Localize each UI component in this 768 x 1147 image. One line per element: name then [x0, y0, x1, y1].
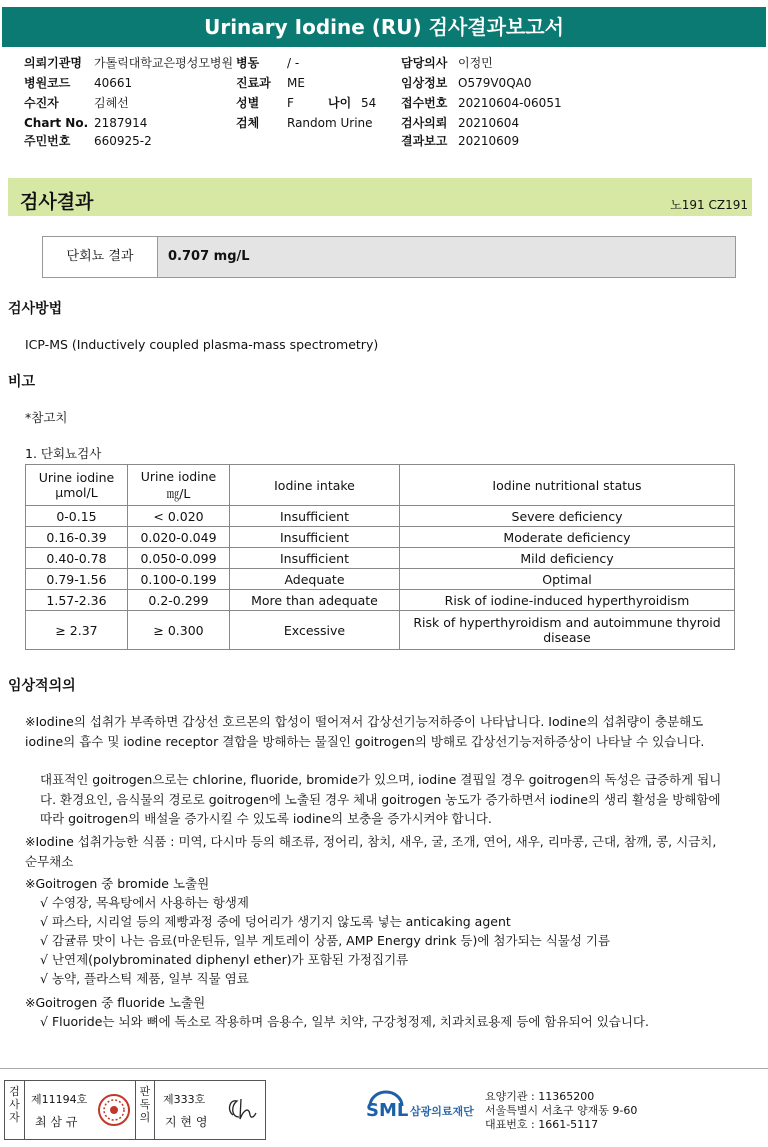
- table-cell: Excessive: [230, 611, 400, 650]
- table-cell: 0.020-0.049: [128, 527, 230, 548]
- method-heading: 검사방법: [8, 301, 63, 317]
- reviewer-label: 판독의: [135, 1081, 155, 1139]
- table-header: Iodine nutritional status: [400, 465, 735, 506]
- footer-divider: [0, 1068, 768, 1069]
- table-cell: 0.79-1.56: [26, 569, 128, 590]
- seal-icon: [97, 1091, 131, 1129]
- info-label: 결과보고: [401, 134, 448, 148]
- examiner-label: 검사자: [5, 1081, 25, 1139]
- table-cell: 0.2-0.299: [128, 590, 230, 611]
- info-value: 40661: [94, 76, 133, 90]
- info-label: 접수번호: [401, 96, 448, 110]
- bromide-item: √ 수영장, 목욕탕에서 사용하는 항생제: [40, 895, 249, 910]
- clinical-paragraph: 대표적인 goitrogen으로는 chlorine, fluoride, bromide가 있으며, iodine 결핍일 경우 goitrogen의 독성은 급증하게 됩니다. 환경요인, 음식물의 경로로 goitrogen에 노출된 경우 체내 goitrogen 농도가 증가하면서 iodine의 생리 활성을 방해함에 따라 goitrogen의 배설을 증가시킬 수 있도록 iodine의 보충을 증가시켜야 합니다.: [40, 772, 722, 826]
- table-cell: Severe deficiency: [400, 506, 735, 527]
- table-cell: 1.57-2.36: [26, 590, 128, 611]
- report-title: Urinary Iodine (RU) 검사결과보고서: [2, 7, 766, 47]
- info-value: 54: [361, 96, 377, 110]
- table-row: [26, 569, 735, 590]
- table-header: Iodine intake: [230, 465, 400, 506]
- org-address: 서울특별시 서초구 양재동 9-60: [485, 1104, 638, 1117]
- info-value: ME: [287, 76, 305, 90]
- info-value: O579V0QA0: [458, 76, 532, 90]
- table-header-row: [26, 465, 735, 506]
- org-name: 삼광의료재단: [410, 1105, 474, 1118]
- signature-box: [4, 1080, 266, 1140]
- info-value: 20210609: [458, 134, 520, 148]
- table-cell: 0.050-0.099: [128, 548, 230, 569]
- table-cell: ≥ 0.300: [128, 611, 230, 650]
- table-cell: Optimal: [400, 569, 735, 590]
- sml-logo-text: SML: [366, 1100, 409, 1121]
- info-label: 검체: [236, 116, 260, 130]
- result-heading: 검사결과: [20, 191, 94, 213]
- bromide-item: √ 농약, 플라스틱 제품, 일부 직물 염료: [40, 971, 249, 986]
- info-label: 성별: [236, 96, 260, 110]
- method-text: ICP-MS (Inductively coupled plasma-mass spectrometry): [25, 337, 379, 352]
- table-cell: Adequate: [230, 569, 400, 590]
- info-value: F: [287, 96, 294, 110]
- table-cell: Moderate deficiency: [400, 527, 735, 548]
- reviewer-name: 지 현 영: [165, 1115, 208, 1129]
- table-row: [26, 590, 735, 611]
- table-cell: 0.40-0.78: [26, 548, 128, 569]
- table-cell: 0-0.15: [26, 506, 128, 527]
- bromide-item: √ 난연제(polybrominated diphenyl ether)가 포함된 가정집기류: [40, 952, 409, 967]
- table-row: [26, 527, 735, 548]
- table-header: Urine iodine μmol/L: [26, 465, 128, 506]
- info-value: 가톨릭대학교은평성모병원: [94, 56, 234, 70]
- table-cell: Insufficient: [230, 548, 400, 569]
- fluoride-heading: ※Goitrogen 중 fluoride 노출원: [25, 995, 206, 1010]
- table-cell: 0.16-0.39: [26, 527, 128, 548]
- result-section-band: [8, 178, 752, 216]
- info-value: 20210604: [458, 116, 520, 130]
- bromide-heading: ※Goitrogen 중 bromide 노출원: [25, 876, 210, 891]
- clinical-paragraph: ※Iodine의 섭취가 부족하면 갑상선 호르몬의 합성이 떨어져서 갑상선기능저하증이 나타납니다. Iodine의 섭취량이 충분해도 iodine의 흡수 및 iodine receptor 결합을 방해하는 물질인 goitrogen의 방해로 갑상선기능저하증상이 나타날 수 있습니다.: [25, 714, 705, 749]
- info-label: 병원코드: [24, 76, 71, 90]
- reviewer-license: 제333호: [163, 1093, 206, 1106]
- info-label: 담당의사: [401, 56, 448, 70]
- info-value: / -: [287, 56, 300, 70]
- info-label: 의뢰기관명: [24, 56, 82, 70]
- table-row: [26, 548, 735, 569]
- examiner-name: 최 삼 규: [35, 1115, 78, 1129]
- info-label: 임상정보: [401, 76, 448, 90]
- reference-label: *참고치: [25, 410, 68, 425]
- table-cell: < 0.020: [128, 506, 230, 527]
- table-cell: More than adequate: [230, 590, 400, 611]
- info-label: 수진자: [24, 96, 59, 110]
- info-label: 나이: [328, 96, 352, 110]
- table-cell: Mild deficiency: [400, 548, 735, 569]
- info-label: 병동: [236, 56, 260, 70]
- bromide-item: √ 파스타, 시리얼 등의 제빵과정 중에 덩어리가 생기지 않도록 넣는 anticaking agent: [40, 914, 511, 929]
- info-value: 2187914: [94, 116, 148, 130]
- org-info: [485, 1090, 637, 1132]
- table-cell: 0.100-0.199: [128, 569, 230, 590]
- clinical-heading: 임상적의의: [8, 678, 76, 694]
- examiner-license: 제11194호: [31, 1093, 88, 1106]
- result-label: 단회뇨 결과: [43, 237, 158, 277]
- reference-table: [25, 464, 735, 650]
- table-row: [26, 611, 735, 650]
- table-row: [26, 506, 735, 527]
- test-code: 노191 CZ191: [670, 198, 748, 212]
- table-cell: Risk of hyperthyroidism and autoimmune thyroid disease: [400, 611, 735, 650]
- info-label: 진료과: [236, 76, 271, 90]
- table-cell: Insufficient: [230, 506, 400, 527]
- remarks-heading: 비고: [8, 374, 36, 390]
- table-caption: 1. 단회뇨검사: [25, 446, 102, 461]
- signature-icon: [223, 1093, 259, 1125]
- info-value: 이정민: [458, 56, 493, 70]
- bromide-item: √ 감귤류 맛이 나는 음료(마운틴듀, 일부 게토레이 상품, AMP Energy drink 등)에 첨가되는 식물성 기름: [40, 933, 611, 948]
- result-box: [42, 236, 736, 278]
- fluoride-item: √ Fluoride는 뇌와 뼈에 독소로 작용하며 음용수, 일부 치약, 구강청정제, 치과치료용제 등에 함유되어 있습니다.: [40, 1014, 649, 1029]
- org-id: 요양기관 : 11365200: [485, 1090, 595, 1103]
- table-header: Urine iodine ㎎/L: [128, 465, 230, 506]
- info-value: Random Urine: [287, 116, 373, 130]
- info-value: 660925-2: [94, 134, 152, 148]
- org-phone: 대표번호 : 1661-5117: [485, 1118, 599, 1131]
- info-value: 20210604-06051: [458, 96, 562, 110]
- info-label: 주민번호: [24, 134, 71, 148]
- info-label: 검사의뢰: [401, 116, 448, 130]
- table-cell: ≥ 2.37: [26, 611, 128, 650]
- result-value: 0.707 mg/L: [158, 237, 735, 277]
- info-label: Chart No.: [24, 116, 89, 130]
- info-value: 김혜선: [94, 96, 129, 110]
- table-cell: Insufficient: [230, 527, 400, 548]
- table-cell: Risk of iodine-induced hyperthyroidism: [400, 590, 735, 611]
- food-list: ※Iodine 섭취가능한 식품 : 미역, 다시마 등의 해조류, 정어리, 참치, 새우, 굴, 조개, 연어, 새우, 리마콩, 근대, 참깨, 콩, 시금치, 순무채소: [25, 834, 717, 869]
